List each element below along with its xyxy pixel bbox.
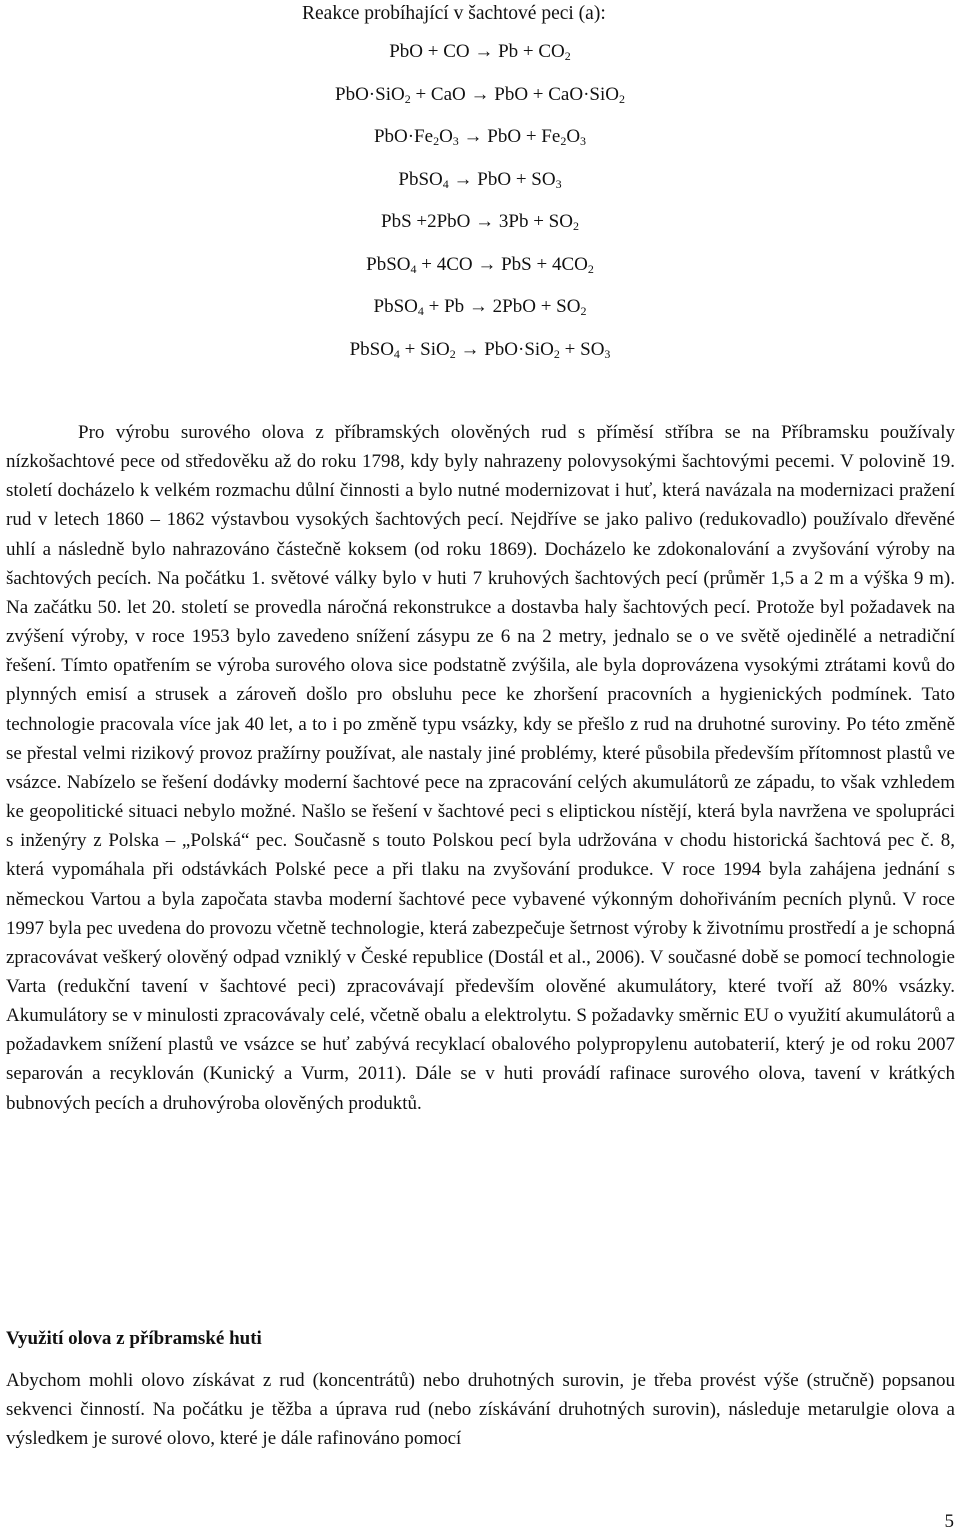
reaction-text: PbSO	[373, 296, 418, 317]
page-number: 5	[944, 1511, 954, 1532]
reaction-subscript: 4	[442, 176, 449, 191]
reaction-subscript: 2	[553, 346, 560, 361]
reaction-equation	[0, 253, 960, 296]
reaction-subscript: 4	[410, 261, 417, 276]
reactions-caption: Reakce probíhající v šachtové peci (a):	[302, 3, 606, 24]
section-heading: Využití olova z příbramské huti	[6, 1328, 262, 1349]
reaction-subscript: 2	[587, 261, 594, 276]
reaction-equation	[0, 210, 960, 253]
reaction-subscript: 3	[604, 346, 611, 361]
reaction-equation	[0, 168, 960, 211]
reaction-subscript: 2	[564, 49, 571, 63]
reaction-list	[0, 40, 960, 380]
body-paragraph-usage: Abychom mohli olovo získávat z rud (koncentrátů) nebo druhotných surovin, je třeba provést výše (stručně) popsanou sekvenci činností. Na počátku je těžba a úprava rud (nebo získávání druhotných surovin), následuje metarulgie olova a výsledkem je surové olovo, které je dále rafinováno pomocí	[6, 1370, 955, 1450]
reaction-text: + SiO	[399, 338, 450, 360]
reaction-subscript: 2	[449, 346, 456, 361]
reaction-equation	[0, 295, 960, 338]
body-paragraph-history: Pro výrobu surového olova z příbramských olověných rud s příměsí stříbra se na Příbramsku používaly nízkošachtové pece od středověku až do roku 1798, kdy byly nahrazeny polovysokými šachtovými pecemi. V polovině 19. století docházelo k velkém rozmachu důlní činnosti a bylo nutné modernizovat i huť, která navázala na modernizaci pražení rud v letech 1860 – 1862 výstavbou vysokých šachtových pecí. Nejdříve se jako palivo (redukovadlo) používalo dřevěné uhlí a následně bylo nahrazováno částečně koksem (od roku 1869). Docházelo ke zdokonalování a zvyšování výroby na šachtových pecích. Na počátku 1. světové války bylo v huti 7 kruhových šachtových pecí (průměr 1,5 a 2 m a výška 9 m). Na začátku 50. let 20. století se provedla náročná rekonstrukce a dostavba haly šachtových pecí. Protože byl požadavek na zvýšení výroby, v roce 1953 bylo zavedeno snížení zásypu ze 6 na 2 metry, jednalo se o ve světě ojedinělé a netradiční řešení. Tímto opatřením se výroba surového olova sice podstatně zvýšila, ale byla doprovázena vysokými ztrátami kovů do plynných emisí a strusek a zároveň došlo pro obsluhu pece ke zhoršení pracovních a hygienických podmínek. Tato technologie pracovala více jak 40 let, a to i po změně typu vsázky, kdy se přešlo z rud na druhotné suroviny. Po této změně se přestal velmi rizikový provoz pražírny používat, ale nastaly jiné problémy, které působila především přítomnost plastů ve vsázce. Nabízelo se řešení dodávky moderní šachtové pece na zpracování celých akumulátorů ze západu, to však vzhledem ke geopolitické situaci nebylo možné. Našlo se řešení v šachtové peci s eliptickou nístějí, která byla navržena ve spolupráci s inženýry z Polska – „Polská“ pec. Současně s touto Polskou pecí byla udržována v chodu historická šachtová pec č. 8, která vypomáhala při odstávkách Polské pece a při tlaku na zvyšování produkce. V roce 1994 byla zahájena jednání s německou Vartou a byla započata stavba moderní šachtové pece vybavené výkonným dohořiváním pecních plynů. V roce 1997 byla pec uvedena do provozu včetně technologie, která zabezpečuje šetrnost výroby k životnímu prostředí a je schopná zpracovávat veškerý olověný odpad vzniklý v České republice (Dostál et al., 2006). V současné době se pomocí technologie Varta (redukční tavení v šachtové peci) zpracovávají především olověné akumulátory, které tvoří až 80% vsázky. Akumulátory se v minulosti zpracovávaly celé, včetně obalu a elektrolytu. S požadavky směrnic EU o využití akumulátorů a požadavkem snížení plastů ve vsázce se huť zabývá recyklací obalového polypropylenu autobaterií, který je od roku 2007 separován a recyklován (Kunický a Vurm, 2011). Dále se v huti provádí rafinace surového olova, tavení v krátkých bubnových pecích a druhovýroba olověných produktů.	[6, 422, 955, 1114]
reaction-equation	[0, 338, 960, 381]
reaction-subscript: 2	[580, 304, 587, 318]
reaction-subscript: 3	[580, 134, 587, 148]
reaction-text: PbS +2PbO → 3Pb + SO	[381, 211, 573, 232]
reaction-subscript: 2	[618, 91, 625, 106]
reaction-text: + 4CO → PbS + 4CO	[416, 253, 588, 275]
reaction-text: PbSO	[349, 338, 394, 360]
reaction-text: O	[439, 126, 453, 147]
reaction-text: → PbO·SiO	[455, 338, 554, 360]
reaction-text: PbSO	[398, 168, 443, 190]
reaction-text: → PbO + Fe	[458, 126, 561, 147]
reaction-text: PbO + CO → Pb + CO	[389, 41, 565, 62]
reaction-subscript: 2	[404, 91, 411, 106]
reaction-text: + CaO → PbO + CaO·SiO	[410, 83, 619, 105]
reaction-text: PbO·SiO	[335, 83, 405, 105]
reaction-subscript: 2	[572, 219, 579, 233]
reaction-text: PbO·Fe	[373, 126, 434, 147]
reaction-subscript: 4	[393, 346, 400, 361]
reaction-subscript: 3	[555, 176, 562, 191]
reaction-subscript: 3	[452, 134, 459, 148]
reaction-text: PbSO	[366, 253, 411, 275]
reaction-text: → PbO + SO	[448, 168, 556, 190]
reaction-text: + SO	[559, 338, 605, 360]
reaction-text: O	[566, 126, 581, 147]
reaction-text: + Pb → 2PbO + SO	[423, 296, 581, 317]
reaction-subscript: 4	[417, 304, 424, 318]
reaction-subscript: 2	[560, 134, 567, 148]
reaction-equation	[0, 83, 960, 126]
reaction-subscript: 2	[433, 134, 440, 148]
reaction-equation	[0, 40, 960, 83]
reaction-equation	[0, 125, 960, 168]
